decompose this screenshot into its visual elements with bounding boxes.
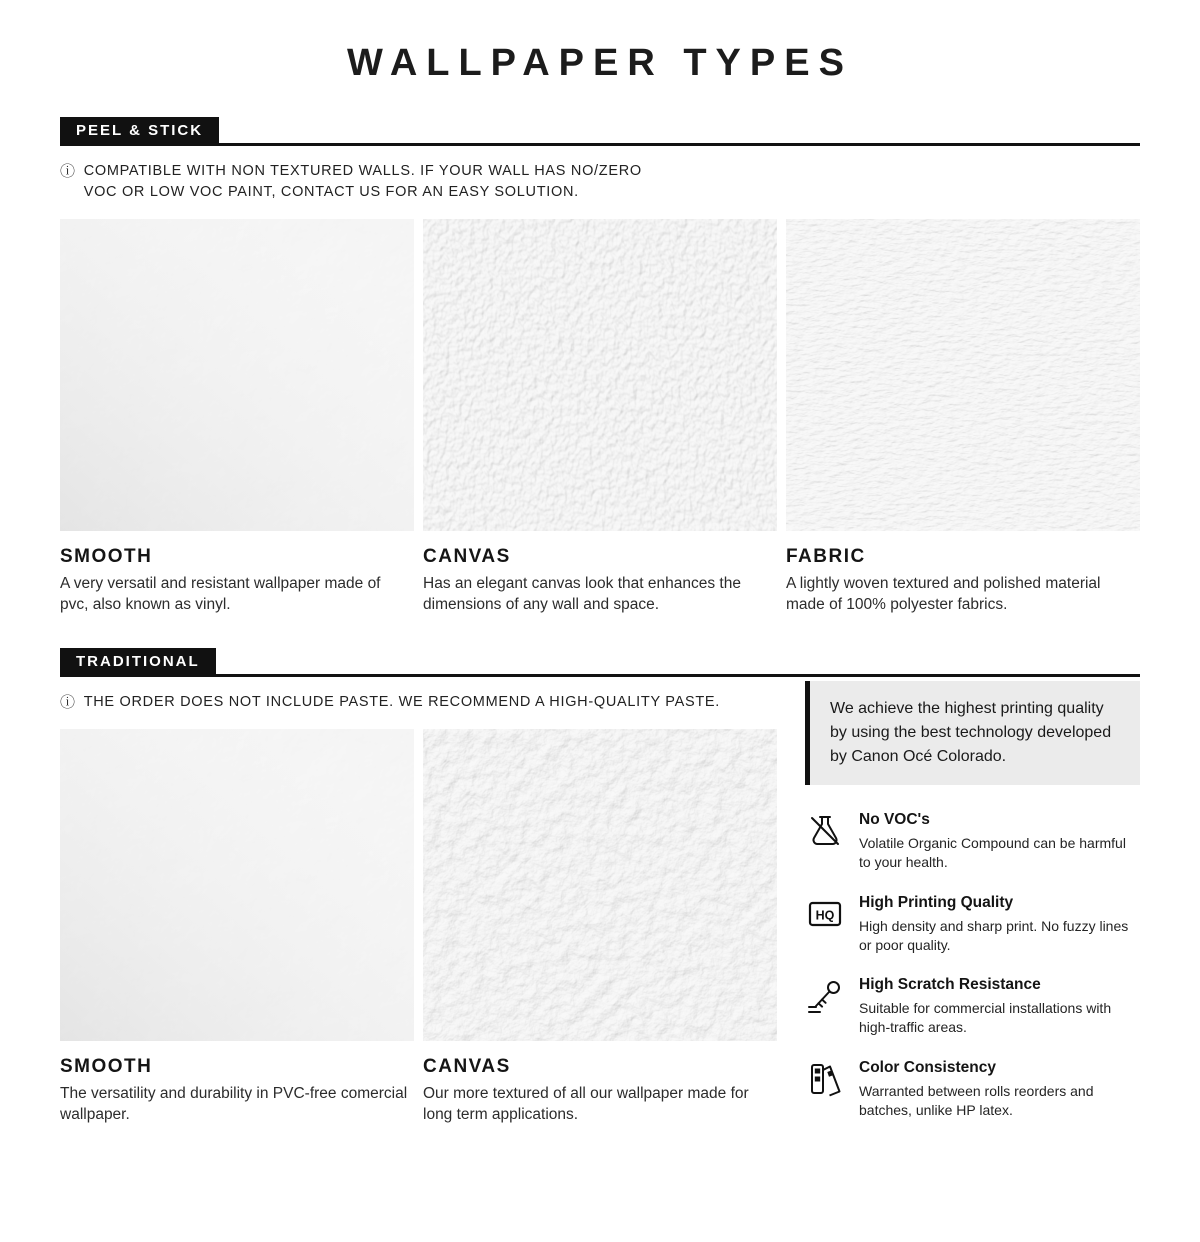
feature-description: High density and sharp print. No fuzzy lines or poor quality. xyxy=(859,917,1129,953)
traditional-swatches xyxy=(60,729,777,1126)
feature-text xyxy=(859,1059,1134,1121)
no-voc-icon xyxy=(805,811,845,851)
swatch-card-canvas xyxy=(423,219,777,616)
feature-title: Color Consistency xyxy=(859,1058,996,1076)
feature-no-voc xyxy=(805,811,1140,873)
feature-text xyxy=(859,811,1134,873)
feature-title: High Scratch Resistance xyxy=(859,976,1041,994)
info-icon: ⓘ xyxy=(60,163,76,180)
swatch-description: A very versatil and resistant wallpaper made of pvc, also known as vinyl. xyxy=(60,575,381,613)
swatch-description: Has an elegant canvas look that enhances the dimensions of any wall and space. xyxy=(423,575,741,613)
feature-description: Warranted between rolls reorders and batches, unlike HP latex. xyxy=(859,1082,1094,1119)
swatch-card-canvas xyxy=(423,729,777,1126)
fabric-texture-image xyxy=(786,219,1140,531)
wallpaper-types-page xyxy=(0,42,1200,1141)
swatch-title: SMOOTH xyxy=(60,546,153,568)
swatch-description: A lightly woven textured and polished material made of 100% polyester fabrics. xyxy=(786,575,1101,613)
traditional-header xyxy=(60,648,1140,677)
peel-stick-header xyxy=(60,117,1140,146)
swatch-description: Our more textured of all our wallpaper made for long term applications. xyxy=(423,1084,749,1123)
traditional-body xyxy=(60,677,1140,1142)
feature-scratch-resistance xyxy=(805,976,1140,1038)
swatch-card-smooth xyxy=(60,729,414,1126)
smooth-texture-image xyxy=(60,219,414,531)
smooth-texture-image xyxy=(60,729,414,1041)
feature-title: High Printing Quality xyxy=(859,893,1014,911)
feature-description: Suitable for commercial installations with high-traffic areas. xyxy=(859,1000,1112,1036)
swatch-title: SMOOTH xyxy=(60,1055,153,1077)
feature-text xyxy=(859,976,1134,1038)
traditional-badge: TRADITIONAL xyxy=(60,648,216,674)
info-icon: ⓘ xyxy=(60,693,76,711)
feature-title: No VOC's xyxy=(859,810,930,828)
swatch-card-smooth xyxy=(60,219,414,616)
traditional-note xyxy=(60,692,777,713)
swatch-card-fabric xyxy=(786,219,1140,616)
peel-stick-badge: PEEL & STICK xyxy=(60,117,219,143)
page-title: WALLPAPER TYPES xyxy=(347,42,853,84)
scratch-resistance-icon xyxy=(805,976,845,1016)
traditional-section xyxy=(60,648,1140,1142)
svg-text:HQ: HQ xyxy=(815,908,835,922)
traditional-left-column xyxy=(60,677,777,1126)
color-consistency-icon xyxy=(805,1059,845,1099)
peel-stick-swatches xyxy=(60,219,1140,616)
peel-stick-section xyxy=(60,117,1140,616)
canvas-texture-image xyxy=(423,219,777,531)
feature-color-consistency xyxy=(805,1059,1140,1121)
feature-text xyxy=(859,894,1134,956)
swatch-description: The versatility and durability in PVC-free comercial wallpaper. xyxy=(60,1084,408,1123)
rough-canvas-texture-image xyxy=(423,729,777,1041)
feature-list xyxy=(805,811,1140,1121)
note-text: THE ORDER DOES NOT INCLUDE PASTE. WE RECOMMEND A HIGH-QUALITY PASTE. xyxy=(83,693,720,710)
feature-description: Volatile Organic Compound can be harmful to your health. xyxy=(859,834,1126,871)
swatch-title: CANVAS xyxy=(423,546,511,568)
printing-quality-quote: We achieve the highest printing quality by using the best technology developed by Canon Océ Colorado. xyxy=(805,681,1140,785)
hq-icon xyxy=(805,894,845,934)
peel-stick-note xyxy=(60,161,1140,203)
note-text: COMPATIBLE WITH NON TEXTURED WALLS. IF YOUR WALL HAS NO/ZERO VOC OR LOW VOC PAINT, CONTACT US FOR AN EASY SOLUTION. xyxy=(83,163,642,201)
quality-aside xyxy=(805,681,1140,1142)
feature-high-printing-quality xyxy=(805,894,1140,956)
swatch-title: FABRIC xyxy=(786,546,866,568)
swatch-title: CANVAS xyxy=(423,1055,511,1077)
